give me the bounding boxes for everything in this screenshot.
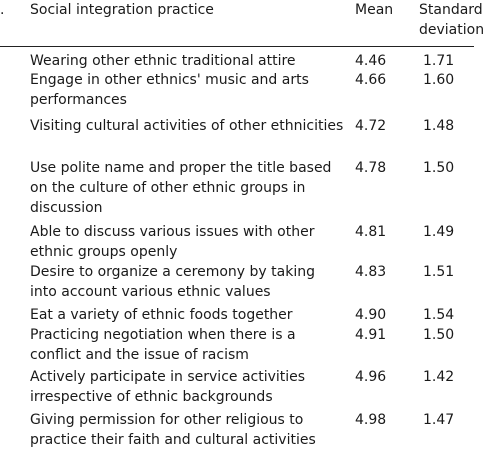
mean-cell: 4.46 — [355, 53, 387, 69]
practice-cell: Practicing negotiation when there is a conflict and the issue of racism — [30, 327, 296, 363]
mean-cell: 4.81 — [355, 224, 387, 240]
practice-cell: Able to discuss various issues with other ethnic groups openly — [30, 224, 315, 260]
header-rule — [0, 46, 474, 47]
mean-cell: 4.91 — [355, 327, 387, 343]
mean-cell: 4.90 — [355, 307, 387, 323]
header-standard-deviation: Standard deviation — [419, 2, 485, 38]
sd-cell: 1.48 — [423, 118, 455, 134]
sd-cell: 1.51 — [423, 264, 455, 280]
sd-cell: 1.60 — [423, 72, 455, 88]
table-row — [0, 367, 474, 410]
sd-cell: 1.50 — [423, 160, 455, 176]
table-row — [0, 222, 474, 262]
sd-cell: 1.50 — [423, 327, 455, 343]
practice-cell: Use polite name and proper the title based on the culture of other ethnic groups in discussion — [30, 160, 332, 216]
sd-cell: 1.47 — [423, 412, 455, 428]
header-mean: Mean — [355, 2, 394, 18]
sd-cell: 1.54 — [423, 307, 455, 323]
practice-cell: Visiting cultural activities of other ethnicities — [30, 118, 344, 134]
mean-cell: 4.83 — [355, 264, 387, 280]
table-row — [0, 305, 474, 325]
practice-cell: Actively participate in service activities irrespective of ethnic backgrounds — [30, 369, 306, 405]
table-row — [0, 116, 474, 158]
sd-cell: 1.49 — [423, 224, 455, 240]
practice-cell: Desire to organize a ceremony by taking into account various ethnic values — [30, 264, 315, 300]
mean-cell: 4.98 — [355, 412, 387, 428]
table-row — [0, 51, 474, 70]
table-row — [0, 158, 474, 222]
practice-cell: Engage in other ethnics' music and arts performances — [30, 72, 309, 108]
mean-cell: 4.96 — [355, 369, 387, 385]
header-social-integration-practice: Social integration practice — [30, 2, 214, 18]
table-row — [0, 262, 474, 305]
cropped-column-mark: . — [0, 2, 5, 18]
table-body — [0, 51, 474, 472]
sd-cell: 1.71 — [423, 53, 455, 69]
practice-cell: Wearing other ethnic traditional attire — [30, 53, 296, 69]
mean-cell: 4.78 — [355, 160, 387, 176]
mean-cell: 4.72 — [355, 118, 387, 134]
practice-cell: Eat a variety of ethnic foods together — [30, 307, 293, 323]
practice-cell: Giving permission for other religious to practice their faith and cultural activities — [30, 412, 316, 448]
table-row — [0, 410, 474, 472]
table-row — [0, 70, 474, 116]
sd-cell: 1.42 — [423, 369, 455, 385]
mean-cell: 4.66 — [355, 72, 387, 88]
table-row — [0, 325, 474, 367]
